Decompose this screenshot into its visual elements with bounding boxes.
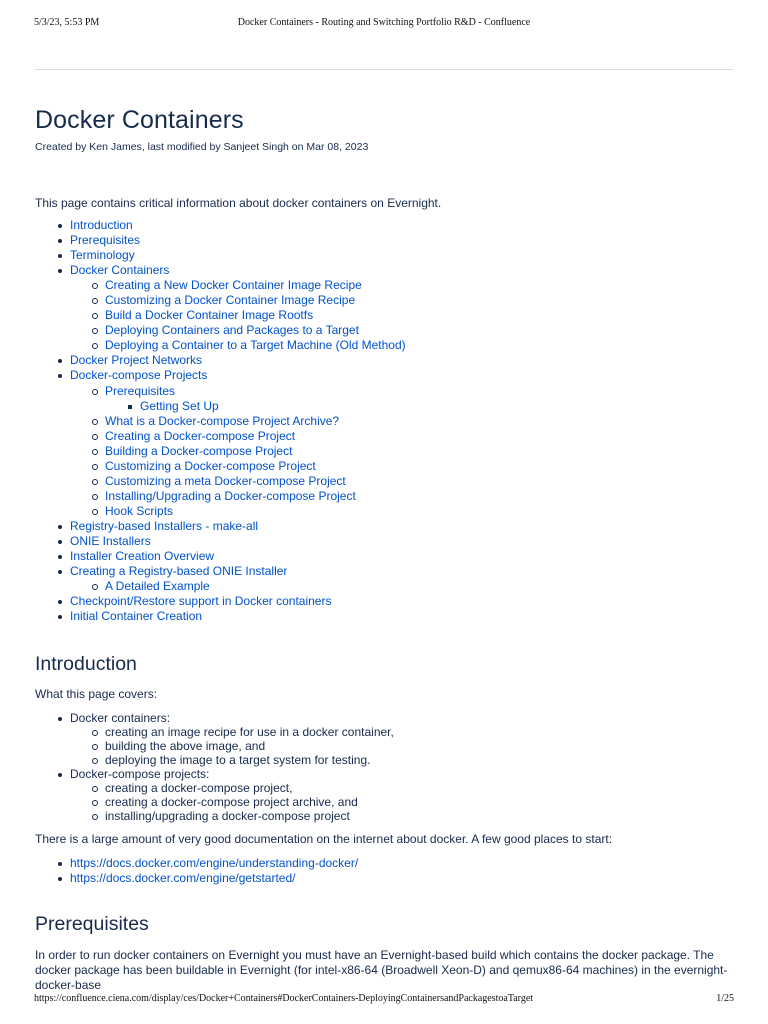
toc-item[interactable] (35, 263, 734, 353)
section-heading-introduction: Introduction (35, 653, 137, 676)
toc-link-terminology[interactable]: Terminology (70, 248, 135, 263)
prerequisites-text: In order to run docker containers on Evernight you must have an Evernight-based build which contains the docker package. The docker package has been buildable in Evernight (for intel-x86-64 (Broadwell Xeon-D) and qemux86-64 machines) in the evernight-docker-base (35, 948, 728, 993)
toc-link-registry-onie[interactable]: Creating a Registry-based ONIE Installer (70, 564, 288, 579)
toc-item[interactable] (35, 218, 734, 233)
page-title: Docker Containers (35, 106, 244, 134)
table-of-contents (35, 218, 734, 624)
toc-link-initial-creation[interactable]: Initial Container Creation (70, 609, 203, 624)
toc-link-customizing-recipe[interactable]: Customizing a Docker Container Image Recipe (105, 293, 356, 308)
toc-subitem[interactable] (70, 323, 734, 338)
list-item-label: Docker containers: (70, 711, 171, 726)
toc-subitem[interactable] (70, 429, 734, 444)
toc-link-installer-overview[interactable]: Installer Creation Overview (70, 549, 215, 564)
toc-sublist (70, 579, 734, 594)
print-header (34, 17, 734, 31)
list-subitem: installing/upgrading a docker-compose project (70, 809, 734, 823)
toc-item[interactable] (35, 549, 734, 564)
toc-item[interactable] (35, 534, 734, 549)
list-subitem: building the above image, and (70, 739, 734, 753)
toc-link-customizing-meta-compose[interactable]: Customizing a meta Docker-compose Project (105, 473, 346, 488)
covers-sublist (70, 725, 734, 767)
toc-link-hook-scripts[interactable]: Hook Scripts (105, 503, 174, 518)
toc-link-build-rootfs[interactable]: Build a Docker Container Image Rootfs (105, 308, 314, 323)
covers-sublist (70, 781, 734, 823)
toc-item[interactable] (35, 519, 734, 534)
toc-link-onie-installers[interactable]: ONIE Installers (70, 533, 151, 548)
toc-sublist (70, 384, 734, 519)
toc-subitem[interactable] (70, 384, 734, 414)
list-subitem: creating a docker-compose project, (70, 781, 734, 795)
list-item-label: Docker-compose projects: (70, 767, 210, 782)
toc-subitem[interactable] (70, 414, 734, 429)
toc-link-project-archive[interactable]: What is a Docker-compose Project Archive? (105, 413, 340, 428)
section-heading-prerequisites: Prerequisites (35, 913, 149, 936)
toc-subitem[interactable] (70, 308, 734, 323)
toc-item[interactable] (35, 248, 734, 263)
toc-item[interactable] (35, 353, 734, 368)
toc-link-customizing-compose[interactable]: Customizing a Docker-compose Project (105, 458, 316, 473)
toc-subitem[interactable] (70, 293, 734, 308)
toc-subitem[interactable] (70, 579, 734, 594)
toc-link-installing-compose[interactable]: Installing/Upgrading a Docker-compose Project (105, 488, 356, 503)
list-item[interactable] (35, 856, 734, 871)
toc-subitem[interactable] (70, 504, 734, 519)
list-item[interactable] (35, 871, 734, 886)
toc-item[interactable] (35, 233, 734, 248)
toc-link-checkpoint-restore[interactable]: Checkpoint/Restore support in Docker containers (70, 594, 332, 609)
toc-link-compose-prerequisites[interactable]: Prerequisites (105, 383, 176, 398)
header-divider (35, 69, 733, 70)
toc-link-detailed-example[interactable]: A Detailed Example (105, 579, 210, 594)
print-date: 5/3/23, 5:53 PM (34, 17, 100, 28)
toc-item[interactable] (35, 609, 734, 624)
docs-links (35, 856, 734, 886)
page-intro: This page contains critical information about docker containers on Evernight. (35, 196, 442, 210)
toc-link-prerequisites[interactable]: Prerequisites (70, 233, 141, 248)
docs-link-understanding[interactable]: https://docs.docker.com/engine/understanding-docker/ (70, 856, 359, 871)
toc-item[interactable] (35, 368, 734, 518)
toc-link-getting-set-up[interactable]: Getting Set Up (140, 398, 219, 413)
toc-item[interactable] (35, 594, 734, 609)
list-item (35, 767, 734, 823)
toc-link-compose-projects[interactable]: Docker-compose Projects (70, 368, 208, 383)
toc-link-deploying-old-method[interactable]: Deploying a Container to a Target Machine (Old Method) (105, 338, 406, 353)
print-url: https://confluence.ciena.com/display/ces/Docker+Containers#DockerContainers-DeployingContainersandPackagestoaTarget (34, 993, 534, 1004)
toc-link-building-compose[interactable]: Building a Docker-compose Project (105, 443, 293, 458)
toc-sublist (70, 278, 734, 353)
list-subitem: creating a docker-compose project archive, and (70, 795, 734, 809)
toc-subitem[interactable] (70, 338, 734, 353)
page-byline: Created by Ken James, last modified by Sanjeet Singh on Mar 08, 2023 (35, 141, 369, 153)
toc-subitem[interactable] (70, 444, 734, 459)
list-item (35, 711, 734, 767)
covers-text: What this page covers: (35, 687, 158, 702)
list-subitem: creating an image recipe for use in a docker container, (70, 725, 734, 739)
toc-item[interactable] (35, 564, 734, 594)
toc-subitem[interactable] (70, 459, 734, 474)
page-content (35, 104, 734, 993)
toc-link-docker-containers[interactable]: Docker Containers (70, 263, 170, 278)
toc-subitem[interactable] (70, 278, 734, 293)
toc-subsublist (105, 399, 734, 414)
toc-link-creating-recipe[interactable]: Creating a New Docker Container Image Recipe (105, 278, 362, 293)
toc-link-introduction[interactable]: Introduction (70, 218, 133, 232)
toc-link-creating-compose[interactable]: Creating a Docker-compose Project (105, 428, 296, 443)
covers-list (35, 711, 734, 823)
print-title: Docker Containers - Routing and Switching Portfolio R&D - Confluence (237, 17, 531, 28)
toc-link-deploying-containers[interactable]: Deploying Containers and Packages to a Target (105, 323, 359, 338)
toc-subitem[interactable] (70, 489, 734, 504)
toc-link-registry-installers[interactable]: Registry-based Installers - make-all (70, 518, 259, 533)
toc-subitem[interactable] (70, 474, 734, 489)
page-number: 1/25 (716, 993, 734, 1004)
toc-subsubitem[interactable] (105, 399, 734, 414)
toc-link-project-networks[interactable]: Docker Project Networks (70, 353, 203, 368)
print-footer (34, 993, 734, 1007)
docs-link-getstarted[interactable]: https://docs.docker.com/engine/getstarted/ (70, 871, 296, 886)
list-subitem: deploying the image to a target system for testing. (70, 753, 734, 767)
docs-text: There is a large amount of very good documentation on the internet about docker. A few good places to start: (35, 832, 613, 847)
